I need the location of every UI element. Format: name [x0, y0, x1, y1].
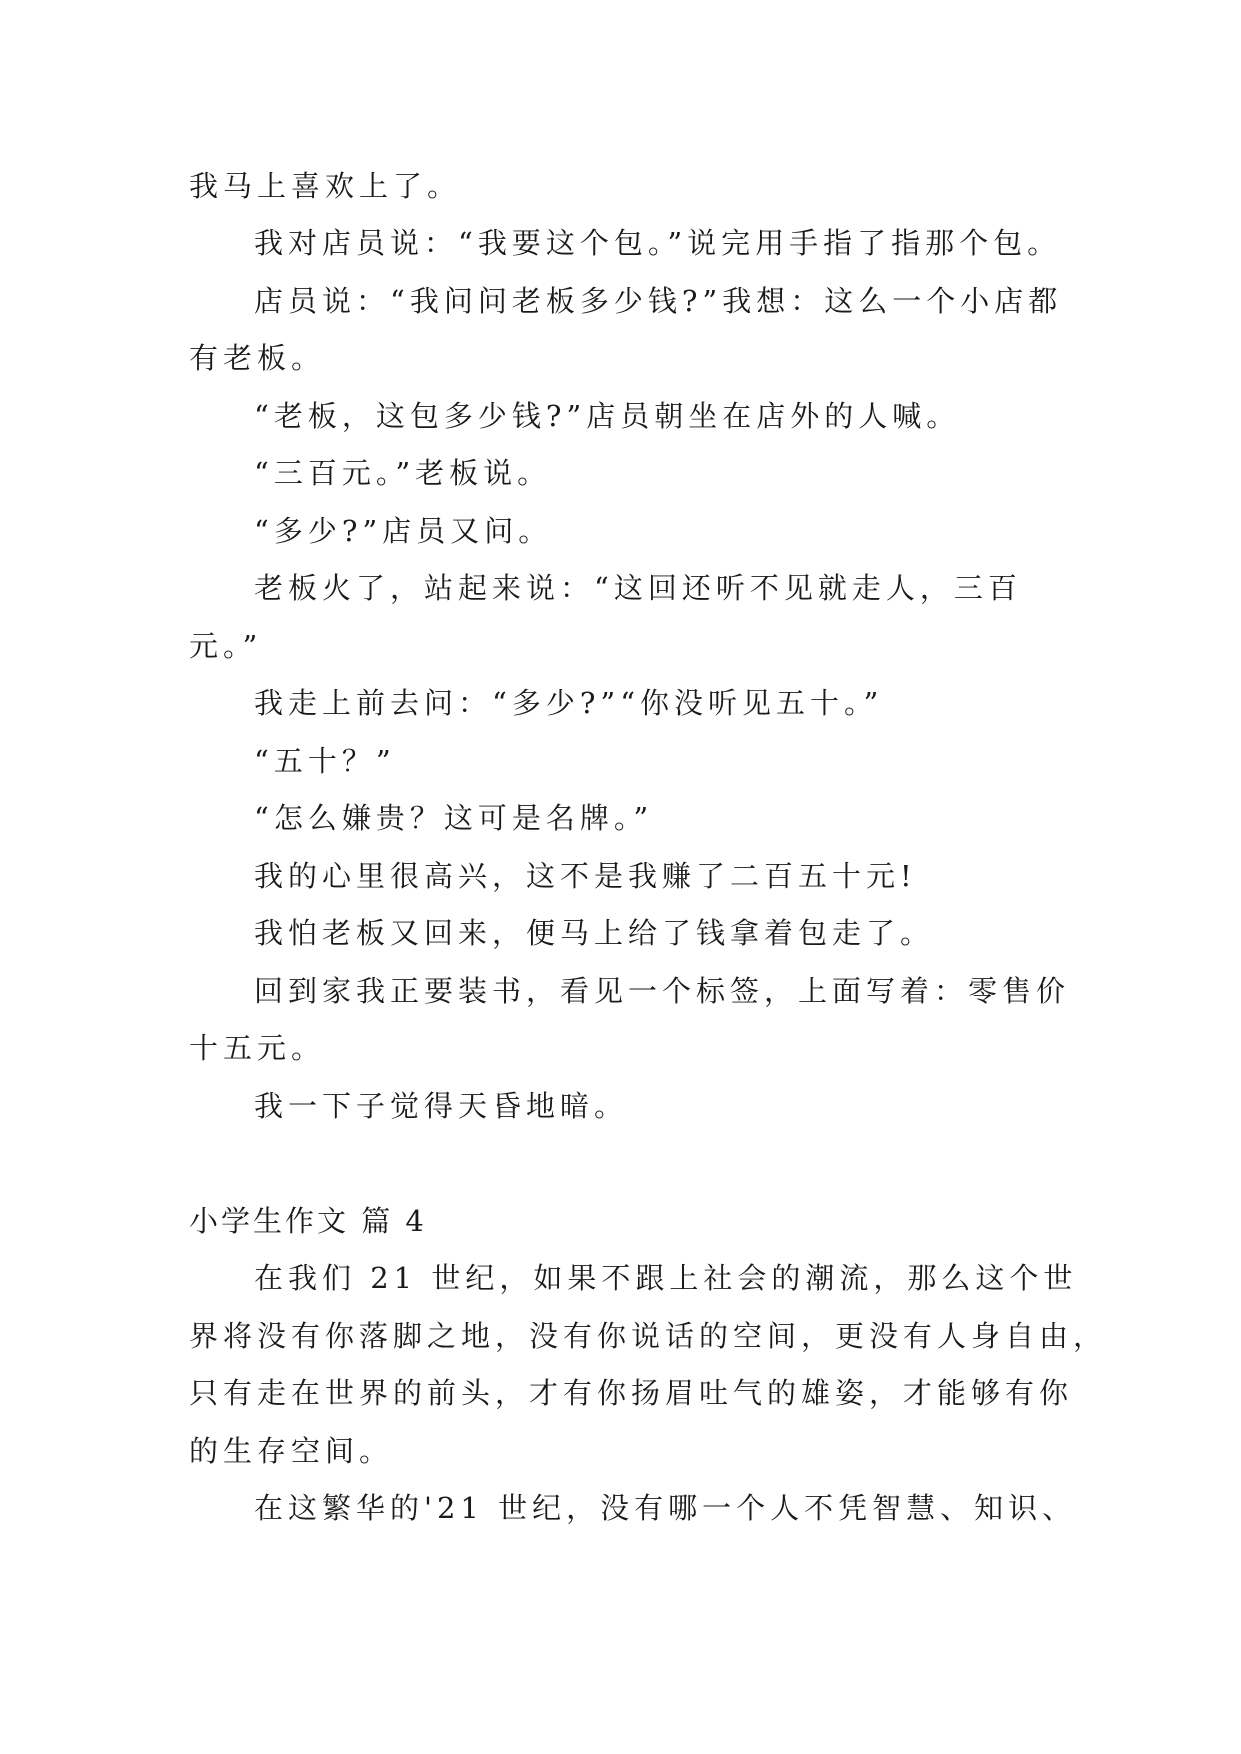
text-line: 我一下子觉得天昏地暗。 [254, 1089, 629, 1123]
section-heading: 小学生作文 篇 4 [189, 1204, 427, 1238]
text-line: 我怕老板又回来，便马上给了钱拿着包走了。 [254, 916, 935, 950]
text-line: 在这繁华的'21 世纪，没有哪一个人不凭智慧、知识、 [254, 1491, 1077, 1525]
text-line: 我走上前去问：“多少?”“你没听见五十。” [254, 686, 884, 720]
text-line: 我的心里很高兴，这不是我赚了二百五十元! [254, 859, 917, 893]
text-line: 元。” [189, 629, 263, 663]
text-line: 界将没有你落脚之地，没有你说话的空间，更没有人身自由， [189, 1319, 1108, 1353]
text-line: 有老板。 [189, 341, 326, 375]
text-line: 我对店员说：“我要这个包。”说完用手指了指那个包。 [254, 226, 1062, 260]
text-line: 的生存空间。 [189, 1434, 394, 1468]
text-line: 店员说：“我问问老板多少钱?”我想：这么一个小店都 [254, 284, 1063, 318]
text-line: “多少?”店员又问。 [254, 514, 553, 548]
text-line: 老板火了，站起来说：“这回还听不见就走人，三百 [254, 571, 1022, 605]
text-line: 在我们 21 世纪，如果不跟上社会的潮流，那么这个世 [254, 1261, 1078, 1295]
text-line: 回到家我正要装书，看见一个标签，上面写着：零售价 [254, 974, 1071, 1008]
text-line: 只有走在世界的前头，才有你扬眉吐气的雄姿，才能够有你 [189, 1376, 1074, 1410]
text-line: “老板，这包多少钱?”店员朝坐在店外的人喊。 [254, 399, 961, 433]
text-line: “五十？” [254, 744, 396, 778]
text-line: 十五元。 [189, 1031, 326, 1065]
text-line: “三百元。”老板说。 [254, 456, 552, 490]
text-line: “怎么嫌贵？这可是名牌。” [254, 801, 654, 835]
text-line: 我马上喜欢上了。 [189, 169, 462, 203]
